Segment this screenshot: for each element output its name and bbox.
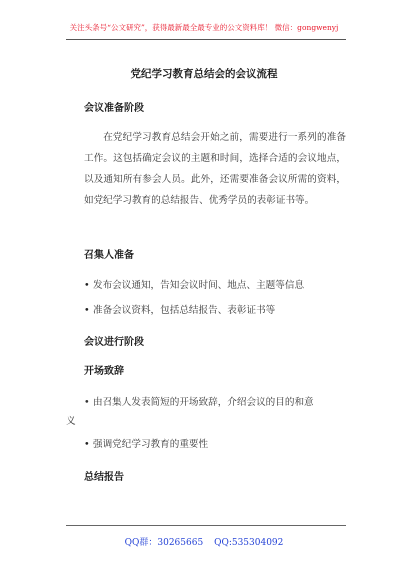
list-item-text: 准备会议资料，包括总结报告、表彰证书等	[93, 305, 276, 316]
footer-qq-group: QQ群：30265665	[124, 538, 204, 548]
footer-divider	[66, 525, 346, 526]
bullet-dot-icon: •	[84, 280, 90, 291]
section-paragraph-prep: 在党纪学习教育总结会开始之前，需要进行一系列的准备工作。这包括确定会议的主题和时间，选择合适的会议地点，以及通知所有参会人员。此外，还需要准备会议所需的资料，如党纪学习教育的总结报告、优秀学员的表彰证书等。	[84, 132, 346, 206]
section-heading-prep: 会议准备阶段	[84, 103, 144, 114]
footer-qq: QQ:535304092	[214, 538, 284, 548]
header-banner: 关注头条号“公文研究”，获得最新最全最专业的公文资料库！ 微信：gongwenyj	[69, 23, 339, 32]
list-item	[66, 392, 346, 427]
section-heading-report: 总结报告	[84, 472, 124, 483]
list-item-text: 发布会议通知，告知会议时间、地点、主题等信息	[93, 280, 305, 291]
header-divider	[66, 39, 346, 40]
section-heading-progress: 会议进行阶段	[84, 337, 144, 348]
list-item-text: 由召集人发表简短的开场致辞，介绍会议的目的和意	[93, 397, 314, 408]
bullet-dot-icon: •	[84, 305, 90, 316]
section-heading-convener: 召集人准备	[84, 250, 134, 261]
section-heading-opening: 开场致辞	[84, 366, 124, 377]
list-item-text-continued: 义	[66, 416, 76, 427]
bullet-dot-icon: •	[84, 439, 90, 450]
document-title: 党纪学习教育总结会的会议流程	[130, 68, 278, 80]
list-item	[84, 275, 346, 296]
list-item	[84, 300, 346, 321]
list-item	[84, 434, 346, 455]
bullet-dot-icon: •	[84, 397, 90, 408]
list-item-text: 强调党纪学习教育的重要性	[93, 439, 209, 450]
footer-contact	[0, 535, 408, 548]
